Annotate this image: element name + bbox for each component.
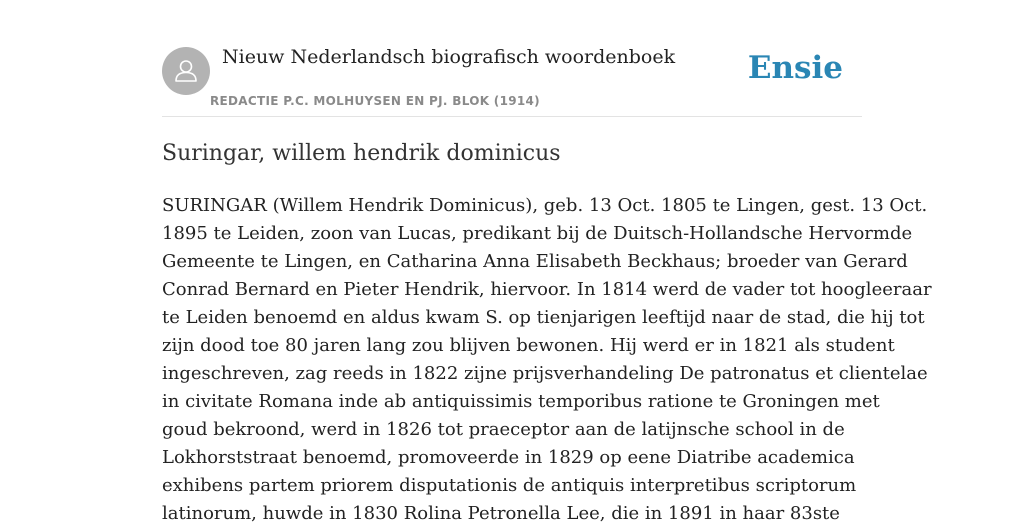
- entry-line: latinorum, huwde in 1830 Rolina Petronella Lee, die in 1891 in haar 83ste: [162, 503, 840, 524]
- entry-line: exhibens partem priorem disputationis de antiquis interpretibus scriptorum: [162, 475, 857, 496]
- source-header: [162, 0, 862, 117]
- entry-line: zijn dood toe 80 jaren lang zou blijven bewonen. Hij werd er in 1821 als student: [162, 335, 895, 356]
- source-subtitle: REDACTIE P.C. MOLHUYSEN EN PJ. BLOK (1914): [210, 94, 540, 108]
- entry-line: SURINGAR (Willem Hendrik Dominicus), geb. 13 Oct. 1805 te Lingen, gest. 13 Oct.: [162, 195, 928, 216]
- entry-line: ingeschreven, zag reeds in 1822 zijne prijsverhandeling De patronatus et clientelae: [162, 363, 928, 384]
- brand-logo[interactable]: Ensie: [747, 50, 843, 86]
- entry-title: Suringar, willem hendrik dominicus: [162, 141, 561, 166]
- entry-body: [162, 192, 932, 528]
- user-silhouette-icon: [162, 47, 210, 95]
- entry-line: Conrad Bernard en Pieter Hendrik, hiervoor. In 1814 werd de vader tot hoogleeraar: [162, 279, 932, 300]
- entry-line: Gemeente te Lingen, en Catharina Anna Elisabeth Beckhaus; broeder van Gerard: [162, 251, 908, 272]
- source-title[interactable]: Nieuw Nederlandsch biografisch woordenboek: [222, 46, 676, 68]
- entry-line: goud bekroond, werd in 1826 tot praeceptor aan de latijnsche school in de: [162, 419, 845, 440]
- entry-line: 1895 te Leiden, zoon van Lucas, predikant bij de Duitsch-Hollandsche Hervormde: [162, 223, 913, 244]
- source-avatar[interactable]: [162, 47, 210, 95]
- page: [162, 0, 932, 524]
- entry-line: te Leiden benoemd en aldus kwam S. op tienjarigen leeftijd naar de stad, die hij tot: [162, 307, 925, 328]
- entry-line: in civitate Romana inde ab antiquissimis temporibus ratione te Groningen met: [162, 391, 880, 412]
- entry-line: Lokhorststraat benoemd, promoveerde in 1829 op eene Diatribe academica: [162, 447, 855, 468]
